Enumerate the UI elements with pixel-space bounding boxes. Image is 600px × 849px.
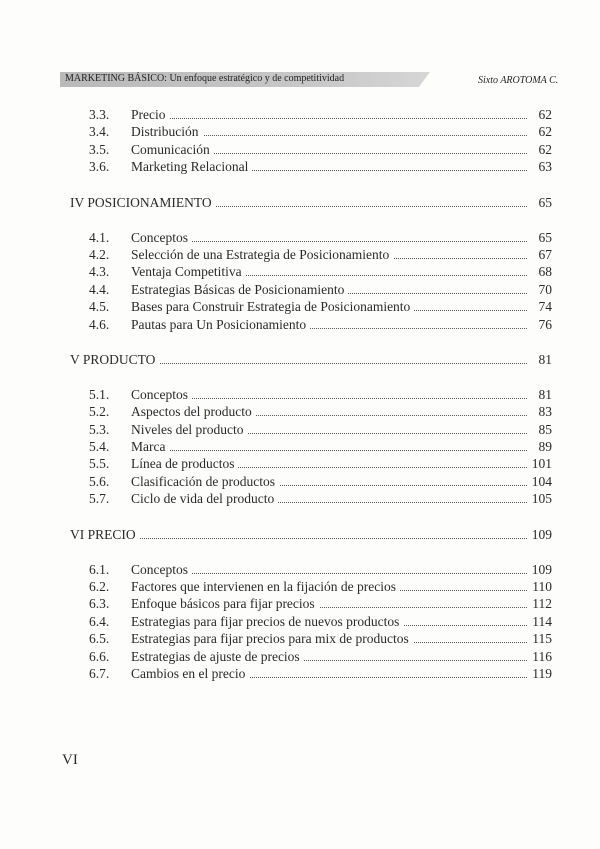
toc-entry [0,473,600,490]
toc-entry-page: 114 [532,613,552,629]
toc-entry [0,298,600,315]
toc-entry-title: Pautas para Un Posicionamiento [131,316,310,333]
toc-entry-title: Comunicación [131,141,214,158]
toc-entry-title: Línea de productos [131,455,238,472]
toc-entry [0,403,600,420]
toc-entry-number: 6.3. [89,596,110,612]
toc-entry-title: Conceptos [131,229,192,246]
toc-entry-number: 6.7. [89,665,110,681]
toc-entry-page: 85 [538,421,552,437]
toc-entry-number: 3.4. [89,124,110,140]
toc-entry [0,158,600,175]
toc-entry-number: 6.5. [89,631,110,647]
toc-entry-page: 63 [538,159,552,175]
toc-entry-page: 62 [538,141,552,157]
toc-entry-page: 115 [532,631,552,647]
toc-entry-number: 6.1. [89,561,110,577]
toc-entry-title: Selección de una Estrategia de Posicionamiento [131,246,393,263]
running-header-title: MARKETING BÁSICO: Un enfoque estratégico y de competitividad [65,73,345,84]
toc-entry-number: 6.6. [89,648,110,664]
toc-entry [0,490,600,507]
toc-section [0,526,600,544]
toc-entry-number: 4.5. [89,299,110,315]
toc-entry-number: 4.3. [89,264,110,280]
toc-entry-number: 3.6. [89,159,110,175]
toc-section [0,351,600,369]
toc-entry-page: 67 [538,246,552,262]
dot-leader [131,450,527,451]
toc-entry-page: 109 [531,561,552,577]
toc-entry-page: 116 [532,648,552,664]
toc-entry-number: 4.4. [89,281,110,297]
toc-entry [0,455,600,472]
toc-section [0,194,600,212]
toc-entry [0,438,600,455]
toc-entry-page: 112 [532,596,552,612]
toc-entry-title: Factores que intervienen en la fijación de precios [131,578,400,595]
toc-entry-title: Cambios en el precio [131,665,249,682]
toc-entry-number: 4.1. [89,229,110,245]
toc-entry-title: IV POSICIONAMIENTO [70,194,216,212]
toc-entry-page: 70 [538,281,552,297]
toc-entry [0,123,600,140]
toc-entry [0,246,600,263]
toc-entry [0,141,600,158]
toc-entry-title: Conceptos [131,561,192,578]
toc-entry-title: VI PRECIO [70,526,140,544]
toc-entry-title: Estrategias para fijar precios para mix de productos [131,630,413,647]
toc-entry [0,561,600,578]
toc-entry-title: Estrategias Básicas de Posicionamiento [131,281,348,298]
toc-entry-page: 89 [538,439,552,455]
toc-entry [0,578,600,595]
toc-entry-page: 81 [538,386,552,402]
running-header-author: Sixto AROTOMA C. [478,75,559,86]
toc-entry-page: 109 [531,526,552,542]
toc-entry-title: Marca [131,438,169,455]
toc-entry-page: 119 [532,665,552,681]
toc-entry-title: Niveles del producto [131,421,247,438]
toc-entry-title: Precio [131,106,170,123]
toc-entry [0,386,600,403]
toc-entry-page: 62 [538,124,552,140]
dot-leader [131,118,527,119]
toc-entry-title: Clasificación de productos [131,473,279,490]
toc-entry [0,316,600,333]
toc-entry [0,630,600,647]
toc-entry-title: Marketing Relacional [131,158,252,175]
toc-entry-title: Ventaja Competitiva [131,263,246,280]
toc-entry-title: Ciclo de vida del producto [131,490,278,507]
toc-entry-page: 65 [538,194,552,210]
toc-entry [0,665,600,682]
toc-entry [0,648,600,665]
toc-entry [0,421,600,438]
toc-entry [0,595,600,612]
toc-entry [0,229,600,246]
toc-entry-title: Distribución [131,123,203,140]
toc-entry-title: V PRODUCTO [70,351,159,369]
toc-entry-number: 5.7. [89,491,110,507]
toc-entry-number: 5.6. [89,473,110,489]
toc-entry-number: 3.5. [89,141,110,157]
toc-entry-page: 68 [538,264,552,280]
table-of-contents [0,106,600,682]
toc-entry-page: 101 [531,456,552,472]
toc-entry-title: Conceptos [131,386,192,403]
toc-entry-number: 6.4. [89,613,110,629]
toc-entry [0,106,600,123]
toc-entry-number: 5.4. [89,439,110,455]
toc-entry [0,263,600,280]
toc-entry-title: Aspectos del producto [131,403,256,420]
toc-entry-number: 5.5. [89,456,110,472]
toc-entry-title: Estrategias de ajuste de precios [131,648,304,665]
toc-entry-title: Bases para Construir Estrategia de Posicionamiento [131,298,414,315]
toc-entry-page: 74 [538,299,552,315]
toc-entry-page: 104 [531,473,552,489]
toc-entry-title: Estrategias para fijar precios de nuevos productos [131,613,403,630]
toc-entry-page: 62 [538,107,552,122]
toc-entry-page: 76 [538,316,552,332]
toc-entry-page: 105 [531,491,552,507]
toc-entry-number: 4.6. [89,316,110,332]
toc-entry-title: Enfoque básicos para fijar precios [131,595,319,612]
toc-entry-page: 83 [538,404,552,420]
toc-entry-number: 5.2. [89,404,110,420]
toc-entry-page: 65 [538,229,552,245]
toc-entry [0,613,600,630]
toc-entry-number: 6.2. [89,579,110,595]
toc-entry-page: 81 [538,351,552,367]
toc-entry [0,281,600,298]
page-number: VI [62,752,78,768]
toc-entry-number: 4.2. [89,246,110,262]
toc-entry-page: 110 [532,579,552,595]
toc-entry-number: 5.3. [89,421,110,437]
toc-entry-number: 5.1. [89,386,110,402]
toc-entry-number: 3.3. [89,107,110,122]
